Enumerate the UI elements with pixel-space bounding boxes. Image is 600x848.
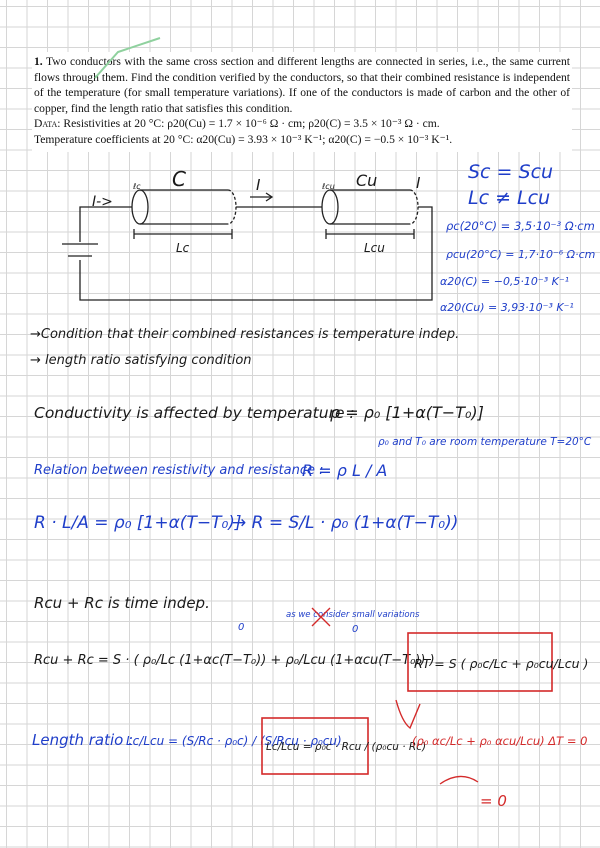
temperature-coefficient-data: Temperature coefficients at 20 °C: α20(Cu) = 3.93 × 10⁻³ K⁻¹; α20(C) = −0.5 × 10⁻³ K⁻¹. (34, 132, 453, 146)
current-label-right: I (416, 174, 421, 192)
small-variation-note: as we consider small variations (286, 610, 420, 620)
relation-statement: Relation between resistivity and resistance : (34, 463, 324, 478)
goal-length-ratio: → length ratio satisfying condition (30, 353, 252, 368)
data-label: Data: (34, 117, 61, 131)
given-alpha-carbon: α20(C) = −0,5·10⁻³ K⁻¹ (440, 275, 570, 288)
zero-annotation-carbon: 0 (238, 622, 245, 633)
copper-conductor-left-end (322, 190, 338, 224)
problem-text: Two conductors with the same cross section and different lengths are connected in series, i.e., the same current flows through them. Find the condition verified by the conductors, so that their combined resistance is independent of the temperature (for small temperature variations). If one of the conductors is made of carbon and the other of copper, find the length ratio that satisfies this condition. (34, 55, 570, 115)
resistivity-temperature-equation: ρ = ρ₀ [1+α(T−T₀)] (330, 403, 484, 422)
carbon-conductor-left-end (132, 190, 148, 224)
problem-number: 1. (34, 55, 43, 68)
label-copper: Cu (356, 171, 378, 190)
length-label-carbon: Lc (176, 241, 190, 255)
end-label-carbon: ℓc (133, 182, 141, 191)
zero-annotation-copper: 0 (352, 624, 359, 635)
given-resistivity-carbon: ρc(20°C) = 3,5·10⁻³ Ω·cm (446, 219, 595, 233)
current-label-left: I-> (92, 194, 113, 210)
givens-list (440, 161, 595, 314)
step-equation-left: R · L/A = ρ₀ [1+α(T−T₀)] (34, 513, 242, 533)
red-arc (440, 776, 478, 784)
length-label-copper: Lcu (364, 241, 385, 255)
wire-left (80, 207, 132, 242)
label-carbon: C (172, 167, 186, 191)
resistivity-data: Resistivities at 20 °C: ρ20(Cu) = 1.7 × 10⁻⁶ Ω · cm; ρ20(C) = 3.5 × 10⁻³ Ω · cm. (63, 117, 440, 131)
given-resistivity-copper: ρcu(20°C) = 1,7·10⁻⁶ Ω·cm (446, 248, 596, 261)
step-equation-right: → R = S/L · ρ₀ (1+α(T−T₀)) (232, 513, 459, 533)
total-resistance-equation: RT = S ( ρ₀c/Lc + ρ₀cu/Lcu ) (414, 656, 589, 671)
length-ratio-result: Lc/Lcu = ρ₀c · Rcu / (ρ₀cu · Rc) (266, 741, 427, 753)
independence-statement: Rcu + Rc is time indep. (34, 594, 210, 612)
given-cross-section: Sc = Scu (468, 161, 554, 183)
sum-resistance-equation: Rcu + Rc = S · ( ρ₀/Lc (1+αc(T−T₀)) + ρ₀/Lcu (1+αcu(T−T₀)) ) (34, 653, 435, 668)
carbon-conductor-right-end (228, 190, 236, 224)
conductivity-statement: Conductivity is affected by temperature : (34, 404, 355, 422)
resistance-equation: R = ρ L / A (302, 461, 388, 480)
given-alpha-copper: α20(Cu) = 3,93·10⁻³ K⁻¹ (440, 301, 574, 314)
length-ratio-derivation: Lc/Lcu = (S/Rc · ρ₀c) / (S/Rcu · ρ₀cu) (126, 734, 342, 748)
red-check-mark (396, 700, 420, 728)
goal-condition: →Condition that their combined resistances is temperature indep. (30, 327, 460, 342)
current-label-middle: I (256, 176, 261, 194)
room-temperature-note: ρ₀ and T₀ are room temperature T=20°C (378, 436, 592, 448)
end-label-copper: ℓcu (322, 182, 335, 191)
current-arrow-middle (250, 193, 272, 201)
green-tick-mark (95, 38, 160, 78)
red-zero: = 0 (480, 792, 507, 810)
given-lengths: Lc ≠ Lcu (468, 187, 551, 209)
copper-conductor-right-end (410, 190, 418, 224)
length-ratio-label: Length ratio : (32, 731, 134, 749)
red-correction-equation: (ρ₀ αc/Lc + ρ₀ αcu/Lcu) ΔT = 0 (412, 734, 588, 748)
